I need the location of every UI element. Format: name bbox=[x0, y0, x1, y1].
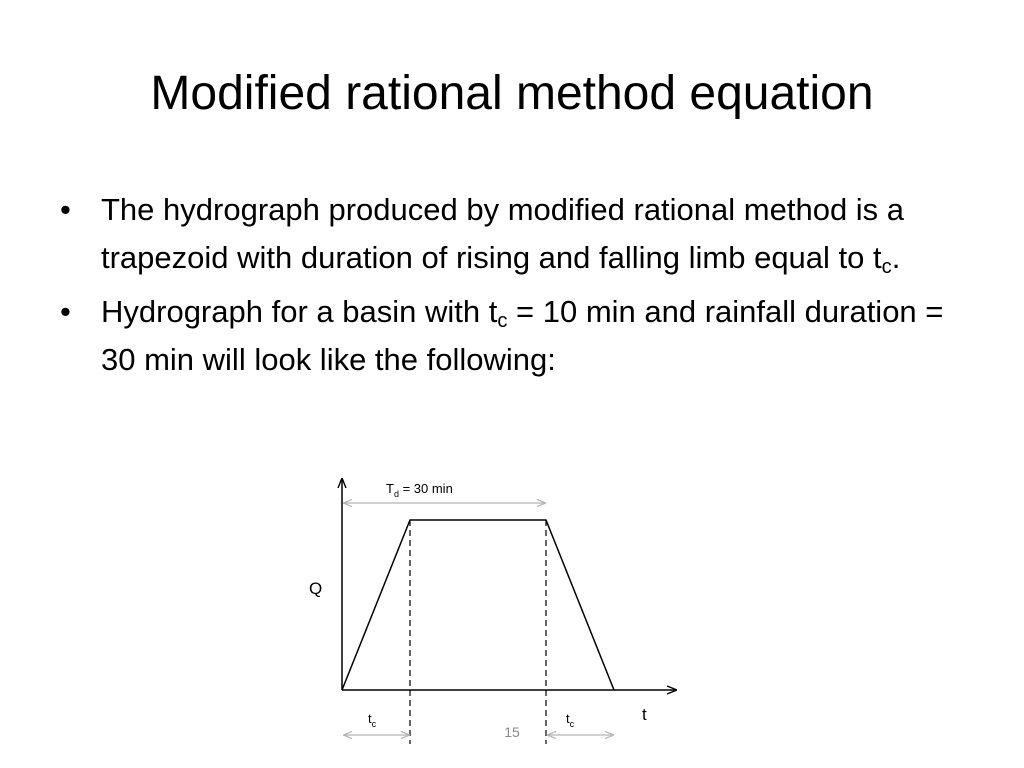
bullet-dot: • bbox=[60, 192, 71, 227]
y-axis-label: Q bbox=[309, 579, 323, 598]
hydrograph-diagram bbox=[290, 460, 690, 750]
bullet-item bbox=[60, 186, 960, 282]
bullet-text: Hydrograph for a basin with t bbox=[101, 294, 498, 329]
slide-title: Modified rational method equation bbox=[150, 67, 874, 120]
bullet-subscript: c bbox=[497, 310, 508, 333]
bullet-text: The hydrograph produced by modified rational method is a trapezoid with duration of rising and falling limb equal to t bbox=[101, 192, 905, 275]
bullet-text-after: = 10 min and rainfall duration = 30 min will look like the following: bbox=[101, 294, 944, 377]
bullet-text-after: . bbox=[891, 240, 901, 275]
hydrograph-trapezoid bbox=[342, 520, 614, 690]
page-number: 15 bbox=[504, 724, 520, 740]
bullet-subscript: c bbox=[881, 256, 892, 279]
bullet-dot: • bbox=[60, 294, 71, 329]
bullet-item bbox=[60, 288, 960, 384]
x-axis-label: t bbox=[642, 705, 647, 724]
tc-label-left: $t_c$ bbox=[368, 711, 377, 729]
bullet-list bbox=[60, 186, 960, 390]
duration-label: $T_d = 30$ min bbox=[386, 481, 453, 499]
tc-label-right: $t_c$ bbox=[566, 711, 575, 729]
